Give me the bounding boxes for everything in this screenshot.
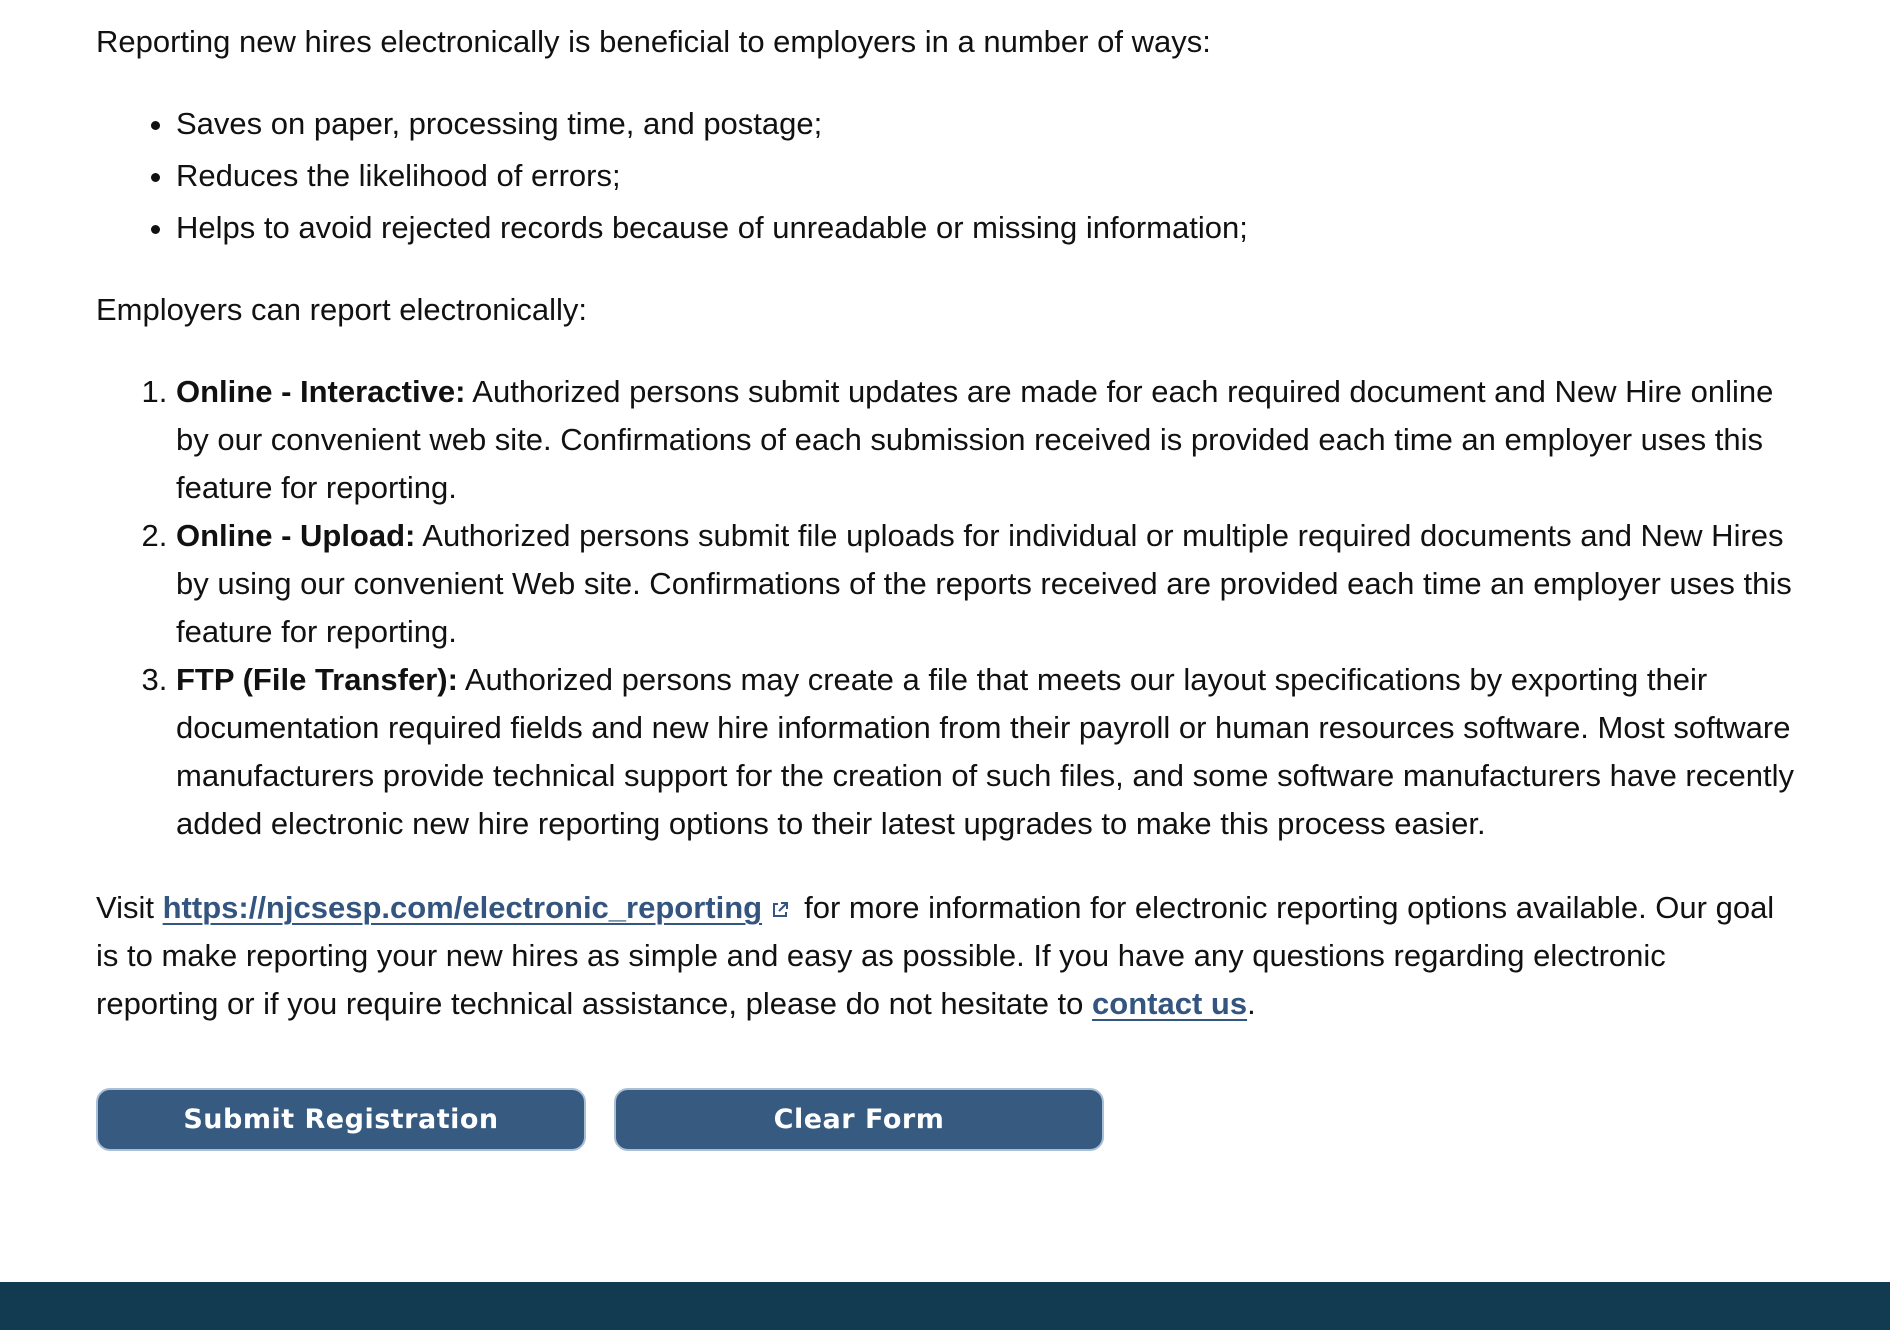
submit-registration-button[interactable]: Submit Registration [96,1088,586,1151]
main-content [96,18,1796,1028]
method-description: Authorized persons submit file uploads for individual or multiple required documents and New Hires by using our convenient Web site. Confirmations of the reports received are provided each time an employer uses this feature for reporting. [176,518,1792,649]
method-item-online-interactive [176,368,1796,512]
method-item-ftp [176,656,1796,848]
visit-paragraph [96,884,1796,1028]
method-title: Online - Upload: [176,518,416,553]
intro-text: Reporting new hires electronically is beneficial to employers in a number of ways: [96,24,1211,59]
method-description: Authorized persons submit updates are made for each required document and New Hire online by our convenient web site. Confirmations of each submission received is provided each time an employer uses this feature for reporting. [176,374,1774,505]
list-item: • Helps to avoid rejected records because of unreadable or missing information; [176,202,1796,254]
method-item-online-upload [176,512,1796,656]
visit-middle-text: for more information for electronic reporting options available. Our goal is to make reporting your new hires as simple and easy as possible. If you have any questions regarding electronic reporting or if you require technical assistance, please do not hesitate to [96,890,1775,1021]
clear-form-button[interactable]: Clear Form [614,1088,1104,1151]
method-description: Authorized persons may create a file that meets our layout specifications by exporting their documentation required fields and new hire information from their payroll or human resources software. Most software manufacturers provide technical support for the creation of such files, and some software manufacturers have recently added electronic new hire reporting options to their latest upgrades to make this process easier. [176,662,1794,841]
external-link-icon[interactable] [770,900,790,920]
form-actions [96,1088,1104,1151]
contact-us-link[interactable]: contact us [1092,986,1248,1021]
method-title: FTP (File Transfer): [176,662,458,697]
methods-intro-text: Employers can report electronically: [96,292,588,327]
page-footer [0,1282,1890,1330]
visit-prefix: Visit [96,890,163,925]
benefits-list [96,98,1796,254]
methods-list [96,368,1796,848]
electronic-reporting-link[interactable]: https://njcsesp.com/electronic_reporting [162,890,763,925]
method-title: Online - Interactive: [176,374,466,409]
list-item: • Reduces the likelihood of errors; [176,150,1796,202]
visit-suffix: . [1247,986,1256,1021]
list-item: • Saves on paper, processing time, and postage; [176,98,1796,150]
